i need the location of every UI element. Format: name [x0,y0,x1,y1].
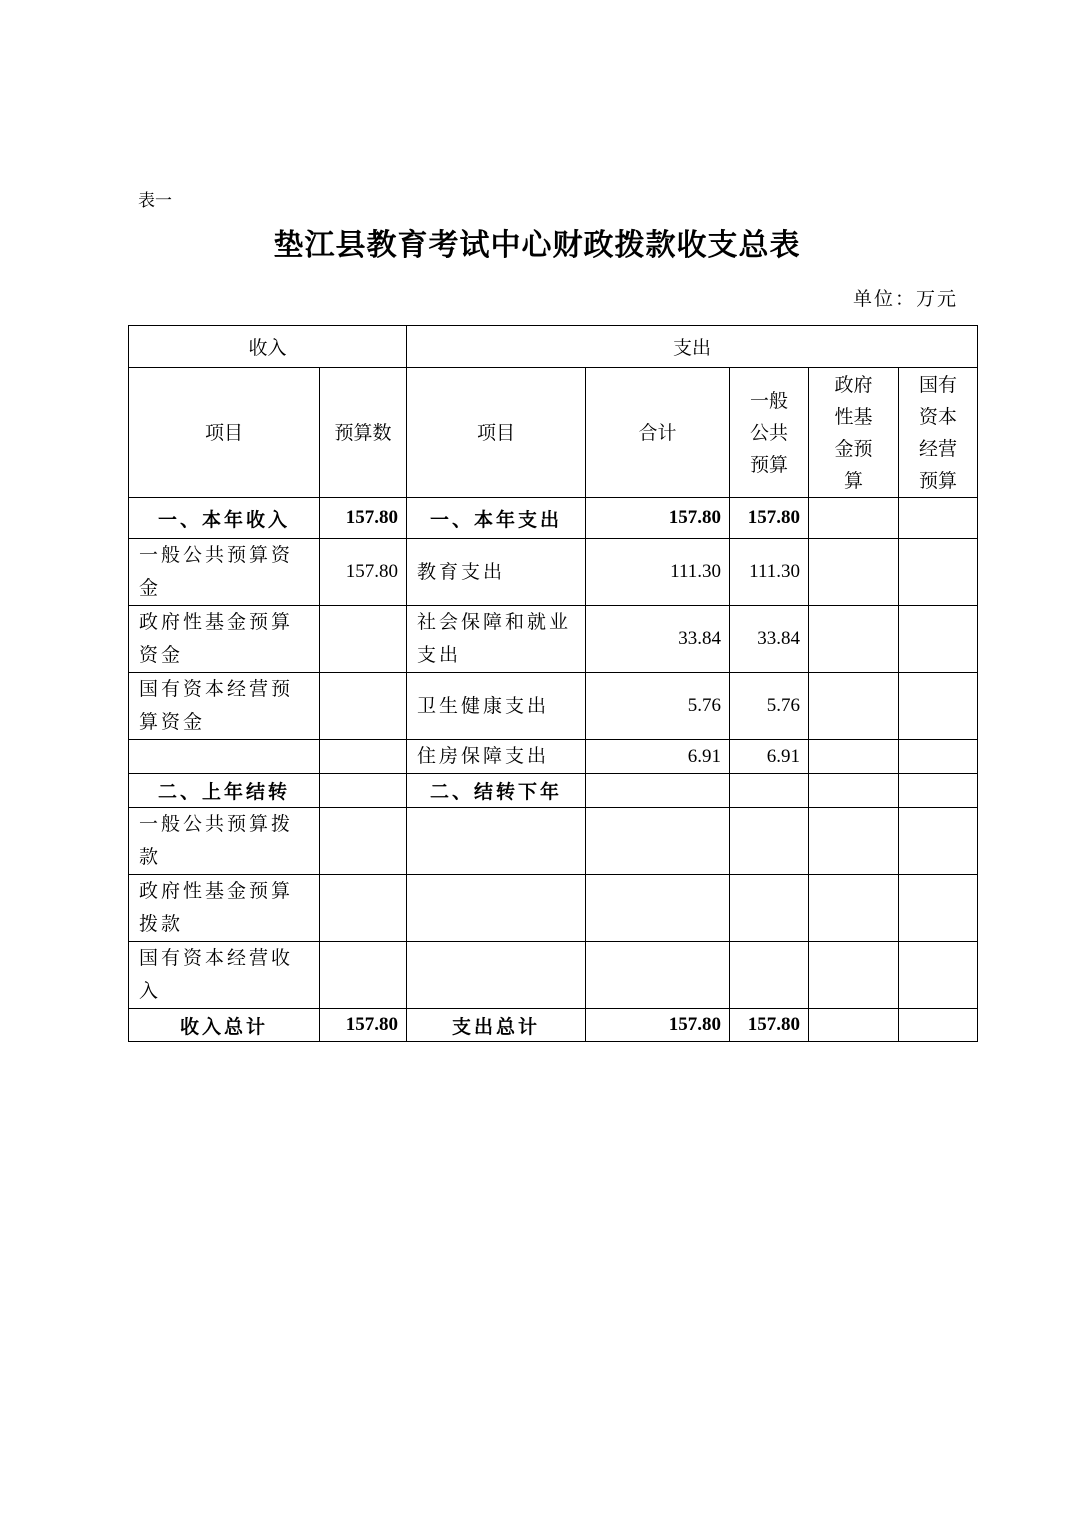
table-cell: 111.30 [586,539,730,606]
table-cell: 157.80 [320,1009,407,1042]
table-cell [129,740,320,774]
budget-summary-table [128,325,978,1042]
table-cell: 住房保障支出 [407,740,586,774]
table-cell: 157.80 [730,1009,809,1042]
table-cell [586,774,730,808]
table-cell [730,808,809,875]
table-row [129,942,978,1009]
col-header: 预算数 [320,368,407,498]
unit-label: 单位：万元 [852,288,958,310]
table-cell [809,606,899,673]
table-cell [899,774,978,808]
table-cell: 二、上年结转 [129,774,320,808]
table-cell [809,875,899,942]
table-cell: 国有资本经营预算资金 [129,673,320,740]
table-cell: 6.91 [730,740,809,774]
table-row [129,774,978,808]
table-cell [899,539,978,606]
table-cell: 一般公共预算拨款 [129,808,320,875]
table-row [129,606,978,673]
table-cell: 一、本年支出 [407,498,586,539]
table-cell [586,942,730,1009]
table-cell: 5.76 [730,673,809,740]
table-cell [809,740,899,774]
table-cell [899,498,978,539]
table-cell: 收入总计 [129,1009,320,1042]
table-cell: 二、结转下年 [407,774,586,808]
table-cell [320,774,407,808]
table-cell [809,808,899,875]
table-cell [899,942,978,1009]
table-cell [730,875,809,942]
expense-header: 支出 [407,326,978,368]
table-cell [899,875,978,942]
table-tag: 表一 [138,191,172,211]
table-cell [899,1009,978,1042]
table-cell [407,808,586,875]
table-cell: 卫生健康支出 [407,673,586,740]
table-cell [320,808,407,875]
table-cell [809,498,899,539]
table-cell: 社会保障和就业支出 [407,606,586,673]
table-cell [899,808,978,875]
table-cell [407,942,586,1009]
table-cell [320,942,407,1009]
table-cell: 33.84 [586,606,730,673]
table-row [129,875,978,942]
table-cell: 157.80 [586,1009,730,1042]
table-cell [809,774,899,808]
table-cell: 157.80 [730,498,809,539]
table-cell [586,875,730,942]
table-cell [809,942,899,1009]
table-cell: 5.76 [586,673,730,740]
table-row [129,1009,978,1042]
table-cell [899,606,978,673]
table-row [129,539,978,606]
table-cell: 6.91 [586,740,730,774]
table-row [129,808,978,875]
table-cell: 33.84 [730,606,809,673]
table-cell [407,875,586,942]
table-cell: 国有资本经营收入 [129,942,320,1009]
table-cell: 111.30 [730,539,809,606]
table-cell: 157.80 [320,498,407,539]
page-title: 垫江县教育考试中心财政拨款收支总表 [273,228,801,263]
table-cell [320,606,407,673]
table-cell [320,673,407,740]
table-cell [899,673,978,740]
table-cell [809,1009,899,1042]
col-header: 政府性基金预算 [809,368,899,498]
table-row [129,498,978,539]
table-cell [809,539,899,606]
table-row [129,740,978,774]
table-cell: 支出总计 [407,1009,586,1042]
table-cell: 教育支出 [407,539,586,606]
table-cell: 一般公共预算资金 [129,539,320,606]
table-cell: 157.80 [320,539,407,606]
col-header: 项目 [407,368,586,498]
table-cell [730,942,809,1009]
table-cell [586,808,730,875]
table-cell [320,740,407,774]
table-cell: 一、本年收入 [129,498,320,539]
col-header: 合计 [586,368,730,498]
col-header: 一般公共预算 [730,368,809,498]
table-cell: 政府性基金预算资金 [129,606,320,673]
table-cell [899,740,978,774]
table-cell [809,673,899,740]
table-cell [730,774,809,808]
table-cell: 157.80 [586,498,730,539]
table-cell: 政府性基金预算拨款 [129,875,320,942]
table-row [129,673,978,740]
col-header: 项目 [129,368,320,498]
col-header: 国有资本经营预算 [899,368,978,498]
income-header: 收入 [129,326,407,368]
table-cell [320,875,407,942]
